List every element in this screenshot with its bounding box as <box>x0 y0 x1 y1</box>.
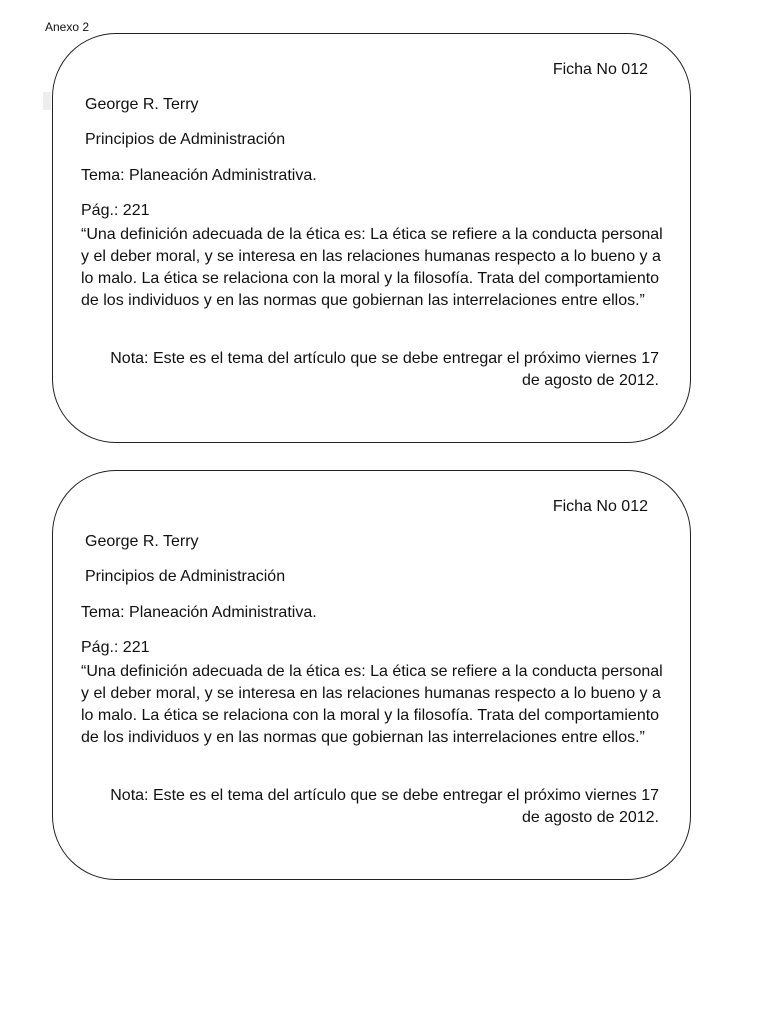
quote: “Una definición adecuada de la ética es: La ética se refiere a la conducta personal y el deber moral, y se interesa en las relaciones humanas respecto a lo bueno y a lo malo. La ética se relaciona con la moral y la filosofía. Trata del comportamiento de los individuos y en las normas que gobiernan las interrelaciones entre ellos.” <box>81 663 663 746</box>
annex-label: Anexo 2 <box>45 20 90 34</box>
margin-mark <box>43 92 51 110</box>
book-title: Principios de Administración <box>85 568 286 585</box>
page-number: Pág.: 221 <box>81 639 150 656</box>
book-title: Principios de Administración <box>85 131 286 148</box>
topic: Tema: Planeación Administrativa. <box>81 167 317 184</box>
ficha-number: Ficha No 012 <box>552 61 648 78</box>
author: George R. Terry <box>85 96 199 113</box>
topic: Tema: Planeación Administrativa. <box>81 604 317 621</box>
index-card-2 <box>52 470 691 880</box>
index-card-1 <box>52 33 691 443</box>
note: Nota: Este es el tema del artículo que se debe entregar el próximo viernes 17 de agosto de 2012. <box>110 787 659 826</box>
quote: “Una definición adecuada de la ética es: La ética se refiere a la conducta personal y el deber moral, y se interesa en las relaciones humanas respecto a lo bueno y a lo malo. La ética se relaciona con la moral y la filosofía. Trata del comportamiento de los individuos y en las normas que gobiernan las interrelaciones entre ellos.” <box>81 226 663 309</box>
note: Nota: Este es el tema del artículo que se debe entregar el próximo viernes 17 de agosto de 2012. <box>110 350 659 389</box>
page-number: Pág.: 221 <box>81 202 150 219</box>
ficha-number: Ficha No 012 <box>552 498 648 515</box>
author: George R. Terry <box>85 533 199 550</box>
